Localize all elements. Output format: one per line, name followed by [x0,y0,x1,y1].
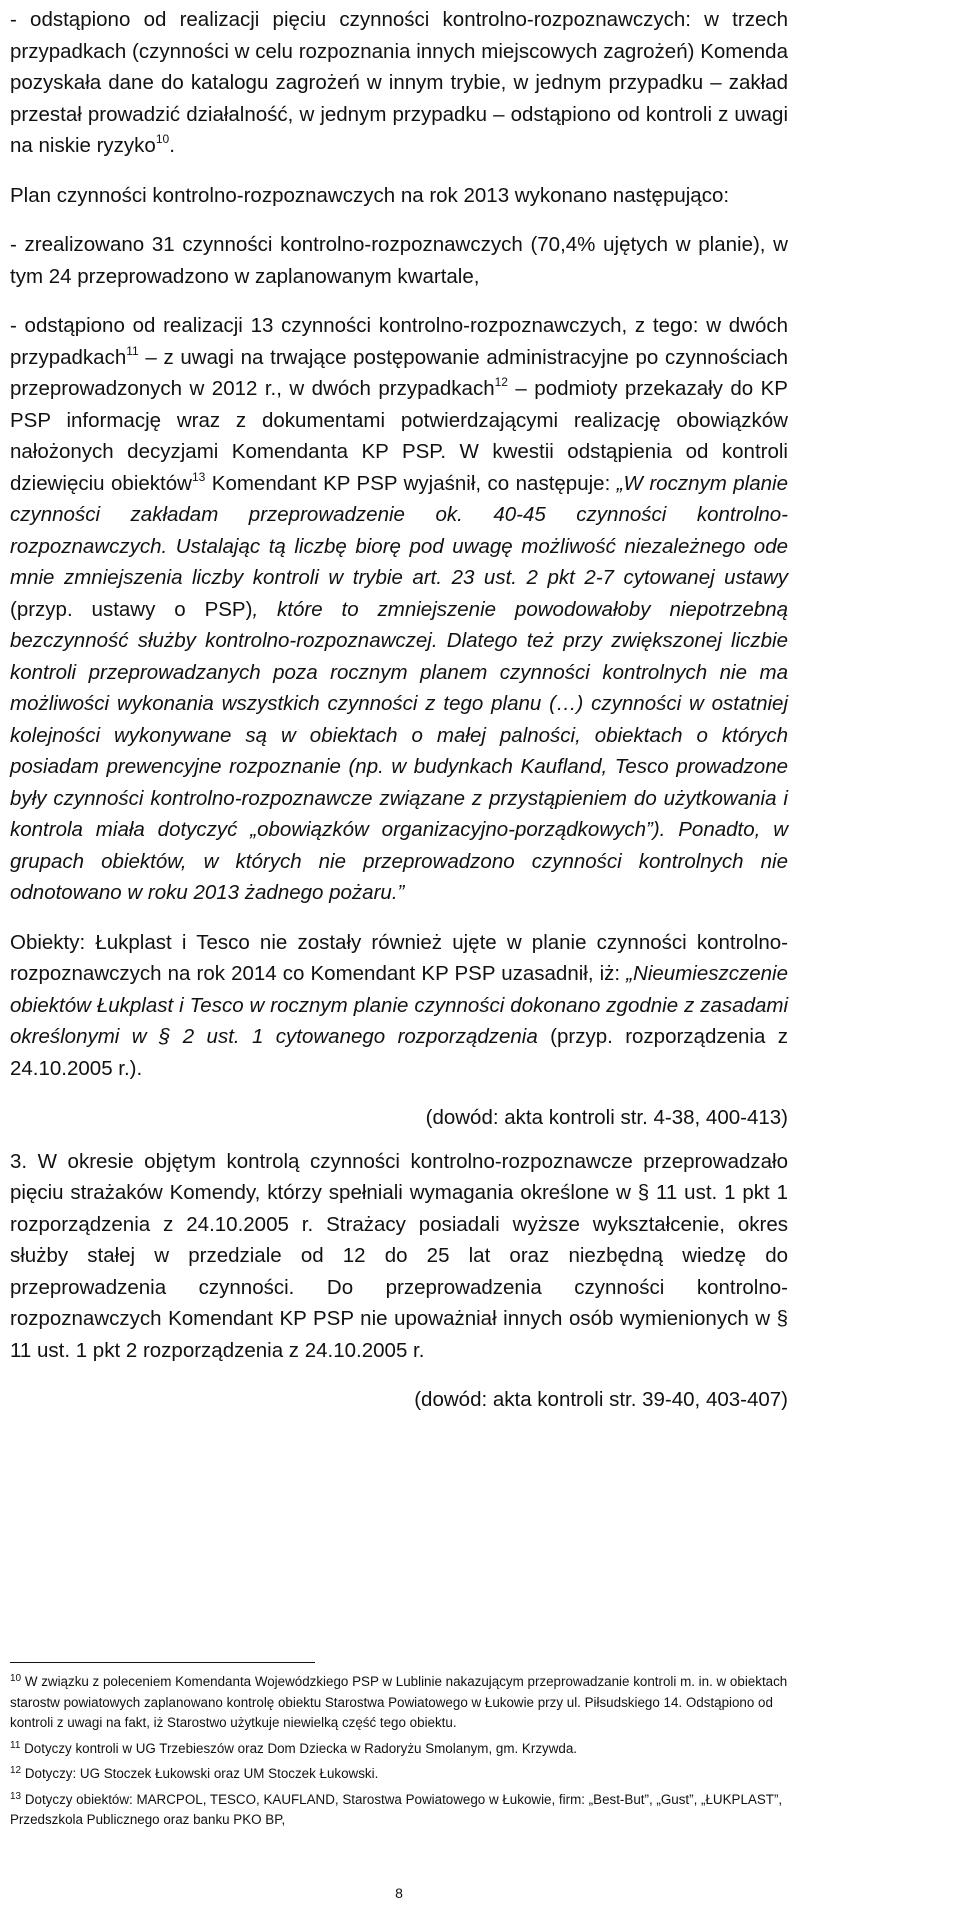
footnote-13 [10,1790,788,1831]
text: (przyp. rozporządzenia z 24.10.2005 r.). [10,1025,788,1080]
footnote-number: 11 [10,1739,21,1751]
footnote-11 [10,1739,788,1760]
paragraph-odstapiono-piec [10,4,788,162]
evidence-note-2: (dowód: akta kontroli str. 39-40, 403-407) [414,1388,788,1411]
quote: „W rocznym planie czynności zakładam przeprowadzenie ok. 40-45 czynności kontrolno-rozpoznawczych. Ustalając tą liczbę biorę pod uwagę możliwość niezależnego ode mnie zmniejszenia liczby kontroli w trybie art. 23 ust. 2 pkt 2-7 cytowanej ustawy [10,471,788,589]
footnote-number: 10 [10,1673,22,1684]
footnote-text: Dotyczy obiektów: MARCPOL, TESCO, KAUFLAND, Starostwa Powiatowego w Łukowie, firm: „Best-But”, „Gust”, „ŁUKPLAST”, Przedszkola Publicznego oraz banku PKO BP, [10,1791,783,1827]
footnote-number: 12 [10,1765,22,1776]
footnote-ref-10: 10 [155,132,170,146]
footnote-text: Dotyczy kontroli w UG Trzebieszów oraz Dom Dziecka w Radoryżu Smolanym, gm. Krzywda. [20,1740,578,1756]
paragraph-zrealizowano: - zrealizowano 31 czynności kontrolno-rozpoznawczych (70,4% ujętych w planie), w tym 24 przeprowadzono w zaplanowanym kwartale, [10,233,788,288]
footnote-10 [10,1672,788,1734]
footnote-ref-12: 12 [494,375,508,389]
paragraph-plan-2013: Plan czynności kontrolno-rozpoznawczych na rok 2013 wykonano następująco: [10,183,730,207]
quote: „Nieumieszczenie obiektów Łukplast i Tesco w rocznym planie czynności dokonano zgodnie z zasadami określonymi w § 2 ust. 1 cytowanego rozporządzenia [10,962,788,1048]
paragraph-odstapiono-13 [10,310,788,909]
paragraph-point-3: 3. W okresie objętym kontrolą czynności kontrolno-rozpoznawcze przeprowadzało pięciu strażaków Komendy, którzy spełniali wymagania określone w § 11 ust. 1 pkt 1 rozporządzenia z 24.10.2005 r. Strażacy posiadali wyższe wykształcenie, okres służby stałej w przedziale od 12 do 25 lat oraz niezbędną wiedzę do przeprowadzenia czynności. Do przeprowadzenia czynności kontrolno-rozpoznawczych Komendant KP PSP nie upoważniał innych osób wymienionych w § 11 ust. 1 pkt 2 rozporządzenia z 24.10.2005 r. [10,1149,788,1362]
text: – podmioty przekazały do KP PSP informację wraz z dokumentami potwierdzającymi realizację obowiązków nałożonych decyzjami Komendanta KP PSP. W kwestii odstąpienia od kontroli dziewięciu obiektów [10,377,788,495]
paragraph-lukplast-tesco [10,927,788,1085]
footnote-separator [10,1662,315,1663]
footnote-text: Dotyczy: UG Stoczek Łukowski oraz UM Stoczek Łukowski. [21,1766,379,1781]
text: - odstąpiono od realizacji pięciu czynności kontrolno-rozpoznawczych: w trzech przypadkach (czynności w celu rozpoznania innych miejscowych zagrożeń) Komenda pozyskała dane do katalogu zagrożeń w innym trybie, w jednym przypadku – zakład przestał prowadzić działalność, w jednym przypadku – odstąpiono od kontroli z uwagi na niskie ryzyko [10,8,788,157]
footnote-ref-13: 13 [191,469,206,484]
text: (przyp. ustawy o PSP) [10,597,253,621]
footnote-number: 13 [10,1790,22,1802]
footnote-ref-11: 11 [126,343,139,358]
document-body [10,4,788,1416]
page-number: 8 [395,1885,403,1901]
quote: , które to zmniejszenie powodowałoby niepotrzebną bezczynność służby kontrolno-rozpoznawczej. Dlatego też przy zwiększonej liczbie kontroli przeprowadzanych poza rocznym planem czynności kontrolnych nie ma możliwości wykonania wszystkich czynności z tego planu (…) czynności w ostatniej kolejności wykonywane są w obiektach o małej palności, obiektach o których posiadam prewencyjne rozpoznanie (np. w budynkach Kaufland, Tesco prowadzone były czynności kontrolno-rozpoznawcze związane z przystąpieniem do użytkowania i kontrola miała dotyczyć „obowiązków organizacyjno-porządkowych”). Ponadto, w grupach obiektów, w których nie przeprowadzono czynności kontrolnych nie odnotowano w roku 2013 żadnego pożaru.” [10,597,788,904]
text: Obiekty: Łukplast i Tesco nie zostały również ujęte w planie czynności kontrolno-rozpoznawczych na rok 2014 co Komendant KP PSP uzasadnił, iż: [10,930,788,985]
text: - odstąpiono od realizacji 13 czynności kontrolno-rozpoznawczych, z tego: w dwóch przypadkach [10,314,788,369]
text: Komendant KP PSP wyjaśnił, co następuje: [205,471,617,495]
footnote-text: W związku z poleceniem Komendanta Wojewódzkiego PSP w Lublinie nakazującym przeprowadzanie kontroli m. in. w obiektach starostw powiatowych zaplanowano kontrolę obiektu Starostwa Powiatowego w Łukowie przy ul. Piłsudskiego 14. Odstąpiono od kontroli z uwagi na fakt, iż Starostwo użytkuje niewielką część tego obiektu. [10,1674,788,1730]
footnote-12 [10,1764,788,1785]
text: . [169,134,175,157]
footnotes [10,1672,788,1836]
text: – z uwagi na trwające postępowanie administracyjne po czynnościach przeprowadzonych w 2012 r., w dwóch przypadkach [10,345,788,400]
evidence-note-1: (dowód: akta kontroli str. 4-38, 400-413) [425,1106,788,1129]
